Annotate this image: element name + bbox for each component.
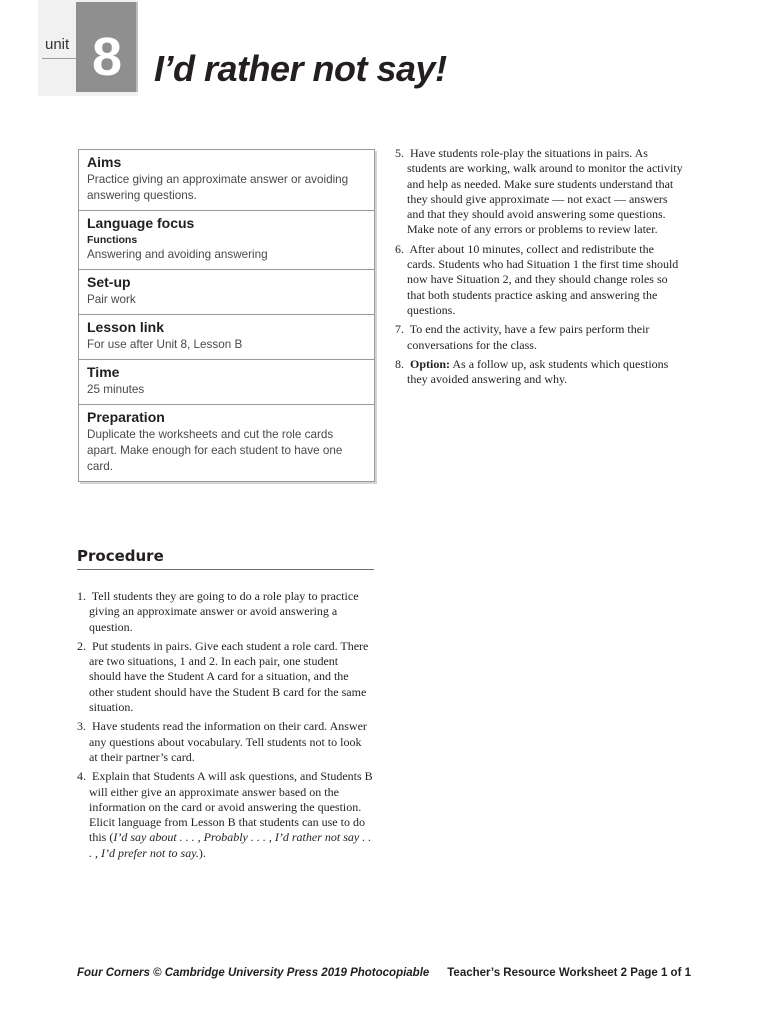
step-text: Explain that Students A will ask questions, and Students B will either give an approximate answer based on the information on the card or avoid answering the question. Elicit language from Lesson B that students can use to do this (	[89, 769, 373, 845]
preparation-heading: Preparation	[87, 409, 165, 425]
procedure-step	[77, 589, 373, 635]
page-title: I’d rather not say!	[154, 48, 447, 89]
procedure-step	[395, 146, 685, 238]
setup-heading: Set-up	[87, 274, 131, 290]
step-text: After about 10 minutes, collect and redistribute the cards. Students who had Situation 1 the first time should now have Situation 2, and they should change roles so that both students practice asking and answering the questions.	[407, 241, 679, 317]
aims-section	[79, 150, 374, 211]
functions-subheading: Functions	[87, 234, 138, 246]
step-text: To end the activity, have a few pairs perform their conversations for the class.	[407, 322, 650, 352]
procedure-step	[77, 719, 373, 765]
time-text: 25 minutes	[87, 383, 145, 396]
language-focus-heading: Language focus	[87, 215, 195, 231]
step-number: 2.	[77, 638, 86, 653]
preparation-section	[79, 405, 374, 481]
lesson-link-text: For use after Unit 8, Lesson B	[87, 338, 243, 351]
procedure-steps-right	[395, 146, 685, 391]
step-number: 7.	[395, 322, 404, 337]
language-focus-text: Answering and avoiding answering	[87, 248, 268, 261]
step-number: 1.	[77, 589, 86, 603]
step-number: 8.	[395, 356, 404, 371]
step-number: 4.	[77, 769, 86, 784]
step-number: 5.	[395, 146, 404, 160]
footer-copyright: Four Corners © Cambridge University Press 2019 Photocopiable	[77, 967, 430, 979]
unit-divider	[42, 58, 76, 59]
procedure-step	[77, 769, 373, 861]
time-section	[79, 360, 374, 405]
procedure-step	[77, 639, 373, 715]
unit-number-box	[76, 2, 138, 92]
step-number: 6.	[395, 241, 404, 256]
time-heading: Time	[87, 364, 120, 380]
lesson-link-heading: Lesson link	[87, 319, 165, 335]
procedure-step	[395, 357, 685, 388]
step-text-end: ).	[198, 845, 206, 860]
unit-label: unit	[45, 36, 70, 53]
step-text: Put students in pairs. Give each student a role card. There are two situations, 1 and 2. In each pair, one student should have the Student A card for a situation, and the other student should have the Student B card for the same situation.	[89, 638, 369, 715]
step-text: Have students role-play the situations in pairs. As students are working, walk around to monitor the activity and help as needed. Make sure students understand that they should give approximate — not exact — answers and that they should avoid answering some questions. Make note of any errors or problems to review later.	[407, 146, 683, 237]
setup-section	[79, 270, 374, 315]
lesson-link-section	[79, 315, 374, 360]
preparation-text: Duplicate the worksheets and cut the role cards apart. Make enough for each student to have one card.	[87, 428, 343, 473]
footer-page-info: Teacher’s Resource Worksheet 2 Page 1 of 1	[447, 967, 691, 979]
step-text: Tell students they are going to do a role play to practice giving an approximate answer or avoid answering a question.	[89, 589, 359, 634]
step-text: Have students read the information on their card. Answer any questions about vocabulary. Tell students not to look at their partner’s card.	[89, 719, 367, 764]
unit-number: 8	[91, 27, 123, 87]
step-number: 3.	[77, 719, 86, 734]
procedure-heading: Procedure	[77, 547, 374, 570]
option-label: Option:	[410, 356, 451, 371]
step-text: As a follow up, ask students which questions they avoided answering and why.	[407, 356, 669, 387]
step-example-phrases: I’d say about . . . , Probably . . . , I’d rather not say . . . , I’d prefer not to say.	[89, 830, 372, 860]
language-focus-section	[79, 211, 374, 270]
setup-text: Pair work	[87, 293, 136, 306]
procedure-steps-left	[77, 589, 373, 865]
aims-text: Practice giving an approximate answer or avoiding answering questions.	[87, 173, 349, 202]
procedure-step	[395, 322, 685, 353]
lesson-info-box	[78, 149, 375, 482]
procedure-step	[395, 242, 685, 318]
aims-heading: Aims	[87, 154, 122, 170]
